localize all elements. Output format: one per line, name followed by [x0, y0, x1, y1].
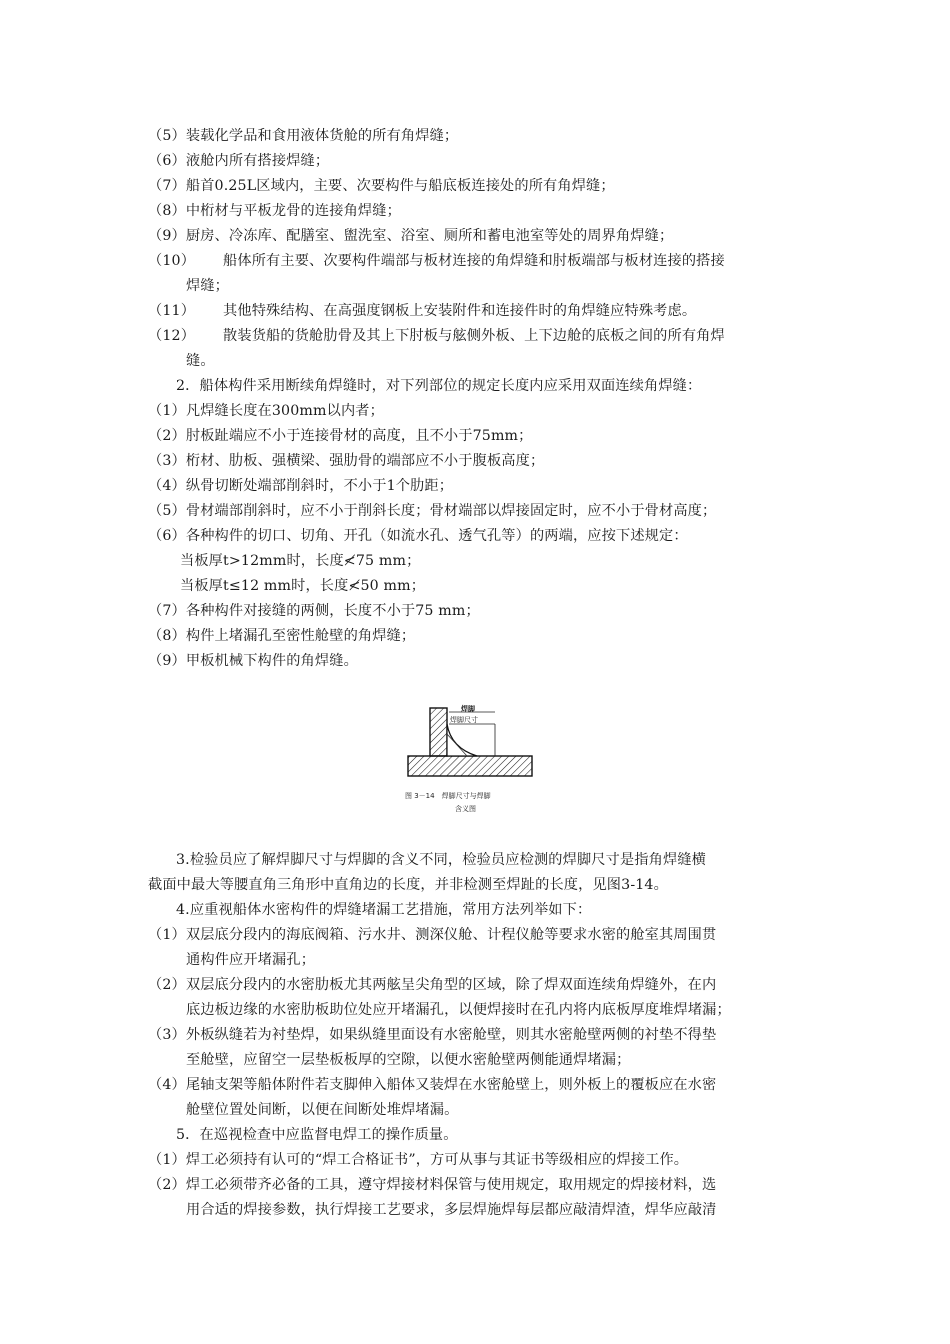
item-text: 散装货船的货舱肋骨及其上下肘板与舷侧外板、上下边舱的底板之间的所有角焊	[223, 328, 725, 344]
sub-item: 当板厚t>12mm时，长度≮75 mm；	[180, 553, 421, 569]
list-item-continuation: 缝。	[186, 353, 215, 369]
list-item: （9）甲板机械下构件的角焊缝。	[148, 653, 358, 669]
list-item	[148, 324, 725, 348]
item-number: （11）	[148, 303, 196, 319]
item-number: （10）	[148, 253, 196, 269]
paragraph-line: 3.检验员应了解焊脚尺寸与焊脚的含义不同，检验员应检测的焊脚尺寸是指角焊缝横	[176, 852, 706, 868]
item-text: 船体所有主要、次要构件端部与板材连接的角焊缝和肘板端部与板材连接的搭接	[223, 253, 725, 269]
figure-caption-line2: 含义图	[455, 805, 476, 813]
figure-label-leg: 焊脚	[461, 705, 475, 713]
list-item: （4）纵骨切断处端部削斜时，不小于1个肋距；	[148, 478, 454, 494]
section-heading: 4.应重视船体水密构件的焊缝堵漏工艺措施，常用方法列举如下：	[176, 902, 592, 918]
item-text: 其他特殊结构、在高强度钢板上安装附件和连接件时的角焊缝应特殊考虑。	[223, 303, 697, 319]
list-item: （5）装载化学品和食用液体货舱的所有角焊缝；	[148, 128, 459, 144]
section-heading: 5．在巡视检查中应监督电焊工的操作质量。	[176, 1127, 458, 1143]
item-number: （12）	[148, 328, 196, 344]
list-item: （6）各种构件的切口、切角、开孔（如流水孔、透气孔等）的两端，应按下述规定：	[148, 528, 688, 544]
list-item: （6）液舱内所有搭接焊缝；	[148, 153, 330, 169]
list-item: （4）尾轴支架等船体附件若支脚伸入船体又装焊在水密舱壁上，则外板上的覆板应在水密	[148, 1077, 717, 1093]
paragraph-line: 截面中最大等腰直角三角形中直角边的长度，并非检测至焊趾的长度，见图3-14。	[148, 877, 668, 893]
list-item: （7）各种构件对接缝的两侧，长度不小于75 mm；	[148, 603, 480, 619]
list-item: （2）双层底分段内的水密肋板尤其两舷呈尖角型的区域，除了焊双面连续角焊缝外，在内	[148, 977, 717, 993]
list-item: （2）肘板趾端应不小于连接骨材的高度，且不小于75mm；	[148, 428, 533, 444]
list-item-continuation: 底边板边缘的水密肋板助位处应开堵漏孔，以便焊接时在孔内将内底板厚度堆焊堵漏；	[186, 1002, 731, 1018]
list-item: （9）厨房、冷冻库、配膳室、盥洗室、浴室、厕所和蓄电池室等处的周界角焊缝；	[148, 228, 674, 244]
list-item: （1）焊工必须持有认可的“焊工合格证书”，方可从事与其证书等级相应的焊接工作。	[148, 1152, 689, 1168]
fillet-weld	[447, 724, 477, 756]
list-item-continuation: 通构件应开堵漏孔；	[186, 952, 316, 968]
figure-label-leg-size: 焊脚尺寸	[450, 716, 478, 724]
list-item: （7）船首0.25L区域内，主要、次要构件与船底板连接处的所有角焊缝；	[148, 178, 615, 194]
list-item: （3）桁材、肋板、强横梁、强肋骨的端部应不小于腹板高度；	[148, 453, 545, 469]
list-item: （1）凡焊缝长度在300mm以内者；	[148, 403, 384, 419]
figure-caption: 图 3－14 焊脚尺寸与焊脚	[405, 792, 491, 800]
list-item: （2）焊工必须带齐必备的工具，遵守焊接材料保管与使用规定，取用规定的焊接材料，选	[148, 1177, 717, 1193]
list-item-continuation: 至舱壁，应留空一层垫板板厚的空隙，以便水密舱壁两侧能通焊堵漏；	[186, 1052, 631, 1068]
list-item: （1）双层底分段内的海底阀箱、污水井、测深仪舱、计程仪舱等要求水密的舱室其周围贯	[148, 927, 717, 943]
list-item: （3）外板纵缝若为衬垫焊，如果纵缝里面设有水密舱壁，则其水密舱壁两侧的衬垫不得垫	[148, 1027, 717, 1043]
sub-item: 当板厚t≤12 mm时，长度≮50 mm；	[180, 578, 426, 594]
list-item-continuation: 焊缝；	[186, 278, 230, 294]
base-plate	[408, 756, 532, 776]
section-heading: 2．船体构件采用断续角焊缝时，对下列部位的规定长度内应采用双面连续角焊缝：	[176, 378, 702, 394]
list-item	[148, 299, 696, 323]
list-item	[148, 249, 725, 273]
list-item: （5）骨材端部削斜时，应不小于削斜长度；骨材端部以焊接固定时，应不小于骨材高度；	[148, 503, 717, 519]
list-item: （8）中桁材与平板龙骨的连接角焊缝；	[148, 203, 401, 219]
list-item-continuation: 用合适的焊接参数，执行焊接工艺要求，多层焊施焊每层都应敲清焊渣，焊华应敲清	[186, 1202, 717, 1218]
fillet-weld-diagram	[405, 704, 535, 816]
list-item: （8）构件上堵漏孔至密性舱壁的角焊缝；	[148, 628, 416, 644]
weld-leg-figure	[405, 704, 535, 816]
vertical-plate	[430, 708, 447, 756]
list-item-continuation: 舱壁位置处间断，以便在间断处堆焊堵漏。	[186, 1102, 459, 1118]
